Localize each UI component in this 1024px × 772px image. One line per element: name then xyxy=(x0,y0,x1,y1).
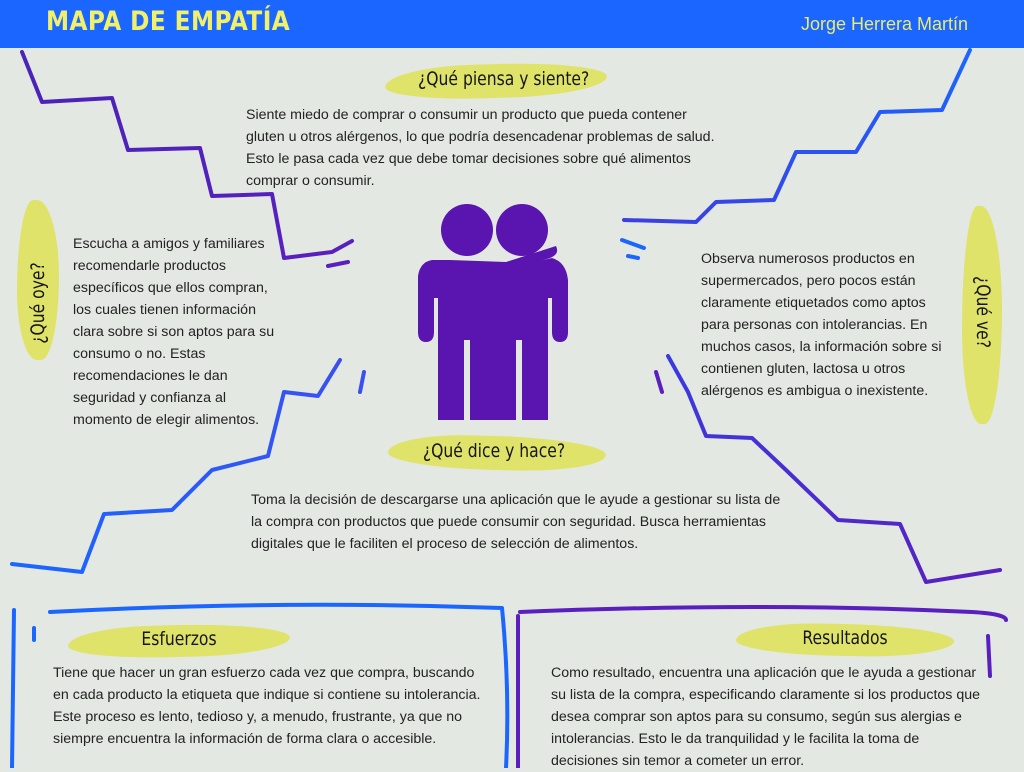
label-oye: ¿Qué oye? xyxy=(27,262,49,344)
page-title: MAPA DE EMPATÍA xyxy=(46,6,291,37)
frame-right-dash xyxy=(988,636,990,676)
author-name: Jorge Herrera Martín xyxy=(800,14,968,34)
text-esfuerzos: Tiene que hacer un gran esfuerzo cada vez que compra, buscando en cada producto la etiqueta que indique si contiene su intolerancia. Este proceso es lento, tedioso y, a menudo, frustrante, ya que no siempre encuentra la información de forma clara o accesible. xyxy=(53,665,481,747)
label-piensa: ¿Qué piensa y siente? xyxy=(418,68,590,90)
dash-top-right-2 xyxy=(628,256,638,258)
label-resultados: Resultados xyxy=(802,627,888,649)
dash-bottom-left xyxy=(360,372,364,392)
label-dice: ¿Qué dice y hace? xyxy=(422,440,566,462)
label-ve: ¿Qué ve? xyxy=(972,275,994,349)
text-ve: Observa numerosos productos en supermercados, pero pocos están claramente etiquetados como aptos para personas con intolerancias. En muchos casos, la información sobre si contienen gluten, lactosa u otros alérgenos es ambigua o inexistente. xyxy=(701,251,942,399)
text-piensa: Siente miedo de comprar o consumir un producto que pueda contener gluten u otros alérgenos, lo que podría desencadenar problemas de salud. Esto le pasa cada vez que debe tomar decisiones sobre qué alimentos comprar o consumir. xyxy=(246,107,715,189)
text-resultados: Como resultado, encuentra una aplicación que le ayuda a gestionar su lista de la compra, especificando claramente si los productos que desea comprar son aptos para su consumo, según sus alergias e intolerancias. Esto le da tranquilidad y le facilita la toma de decisiones sin temor a cometer un error. xyxy=(551,665,981,769)
dash-top-left xyxy=(328,262,348,266)
two-people-icon xyxy=(410,200,580,425)
dash-bottom-right xyxy=(656,372,662,392)
label-esfuerzos: Esfuerzos xyxy=(141,628,217,650)
text-oye: Escucha a amigos y familiares recomendarle productos específicos que ellos compran, los cuales tienen información clara sobre si son aptos para su consumo o no. Estas recomendaciones le dan seguridad y confianza al momento de elegir alimentos. xyxy=(73,236,275,428)
text-dice: Toma la decisión de descargarse una aplicación que le ayude a gestionar su lista de la compra con productos que puede consumir con seguridad. Busca herramientas digitales que le faciliten el proceso de selección de alimentos. xyxy=(251,492,781,552)
dash-top-right-1 xyxy=(622,240,644,248)
